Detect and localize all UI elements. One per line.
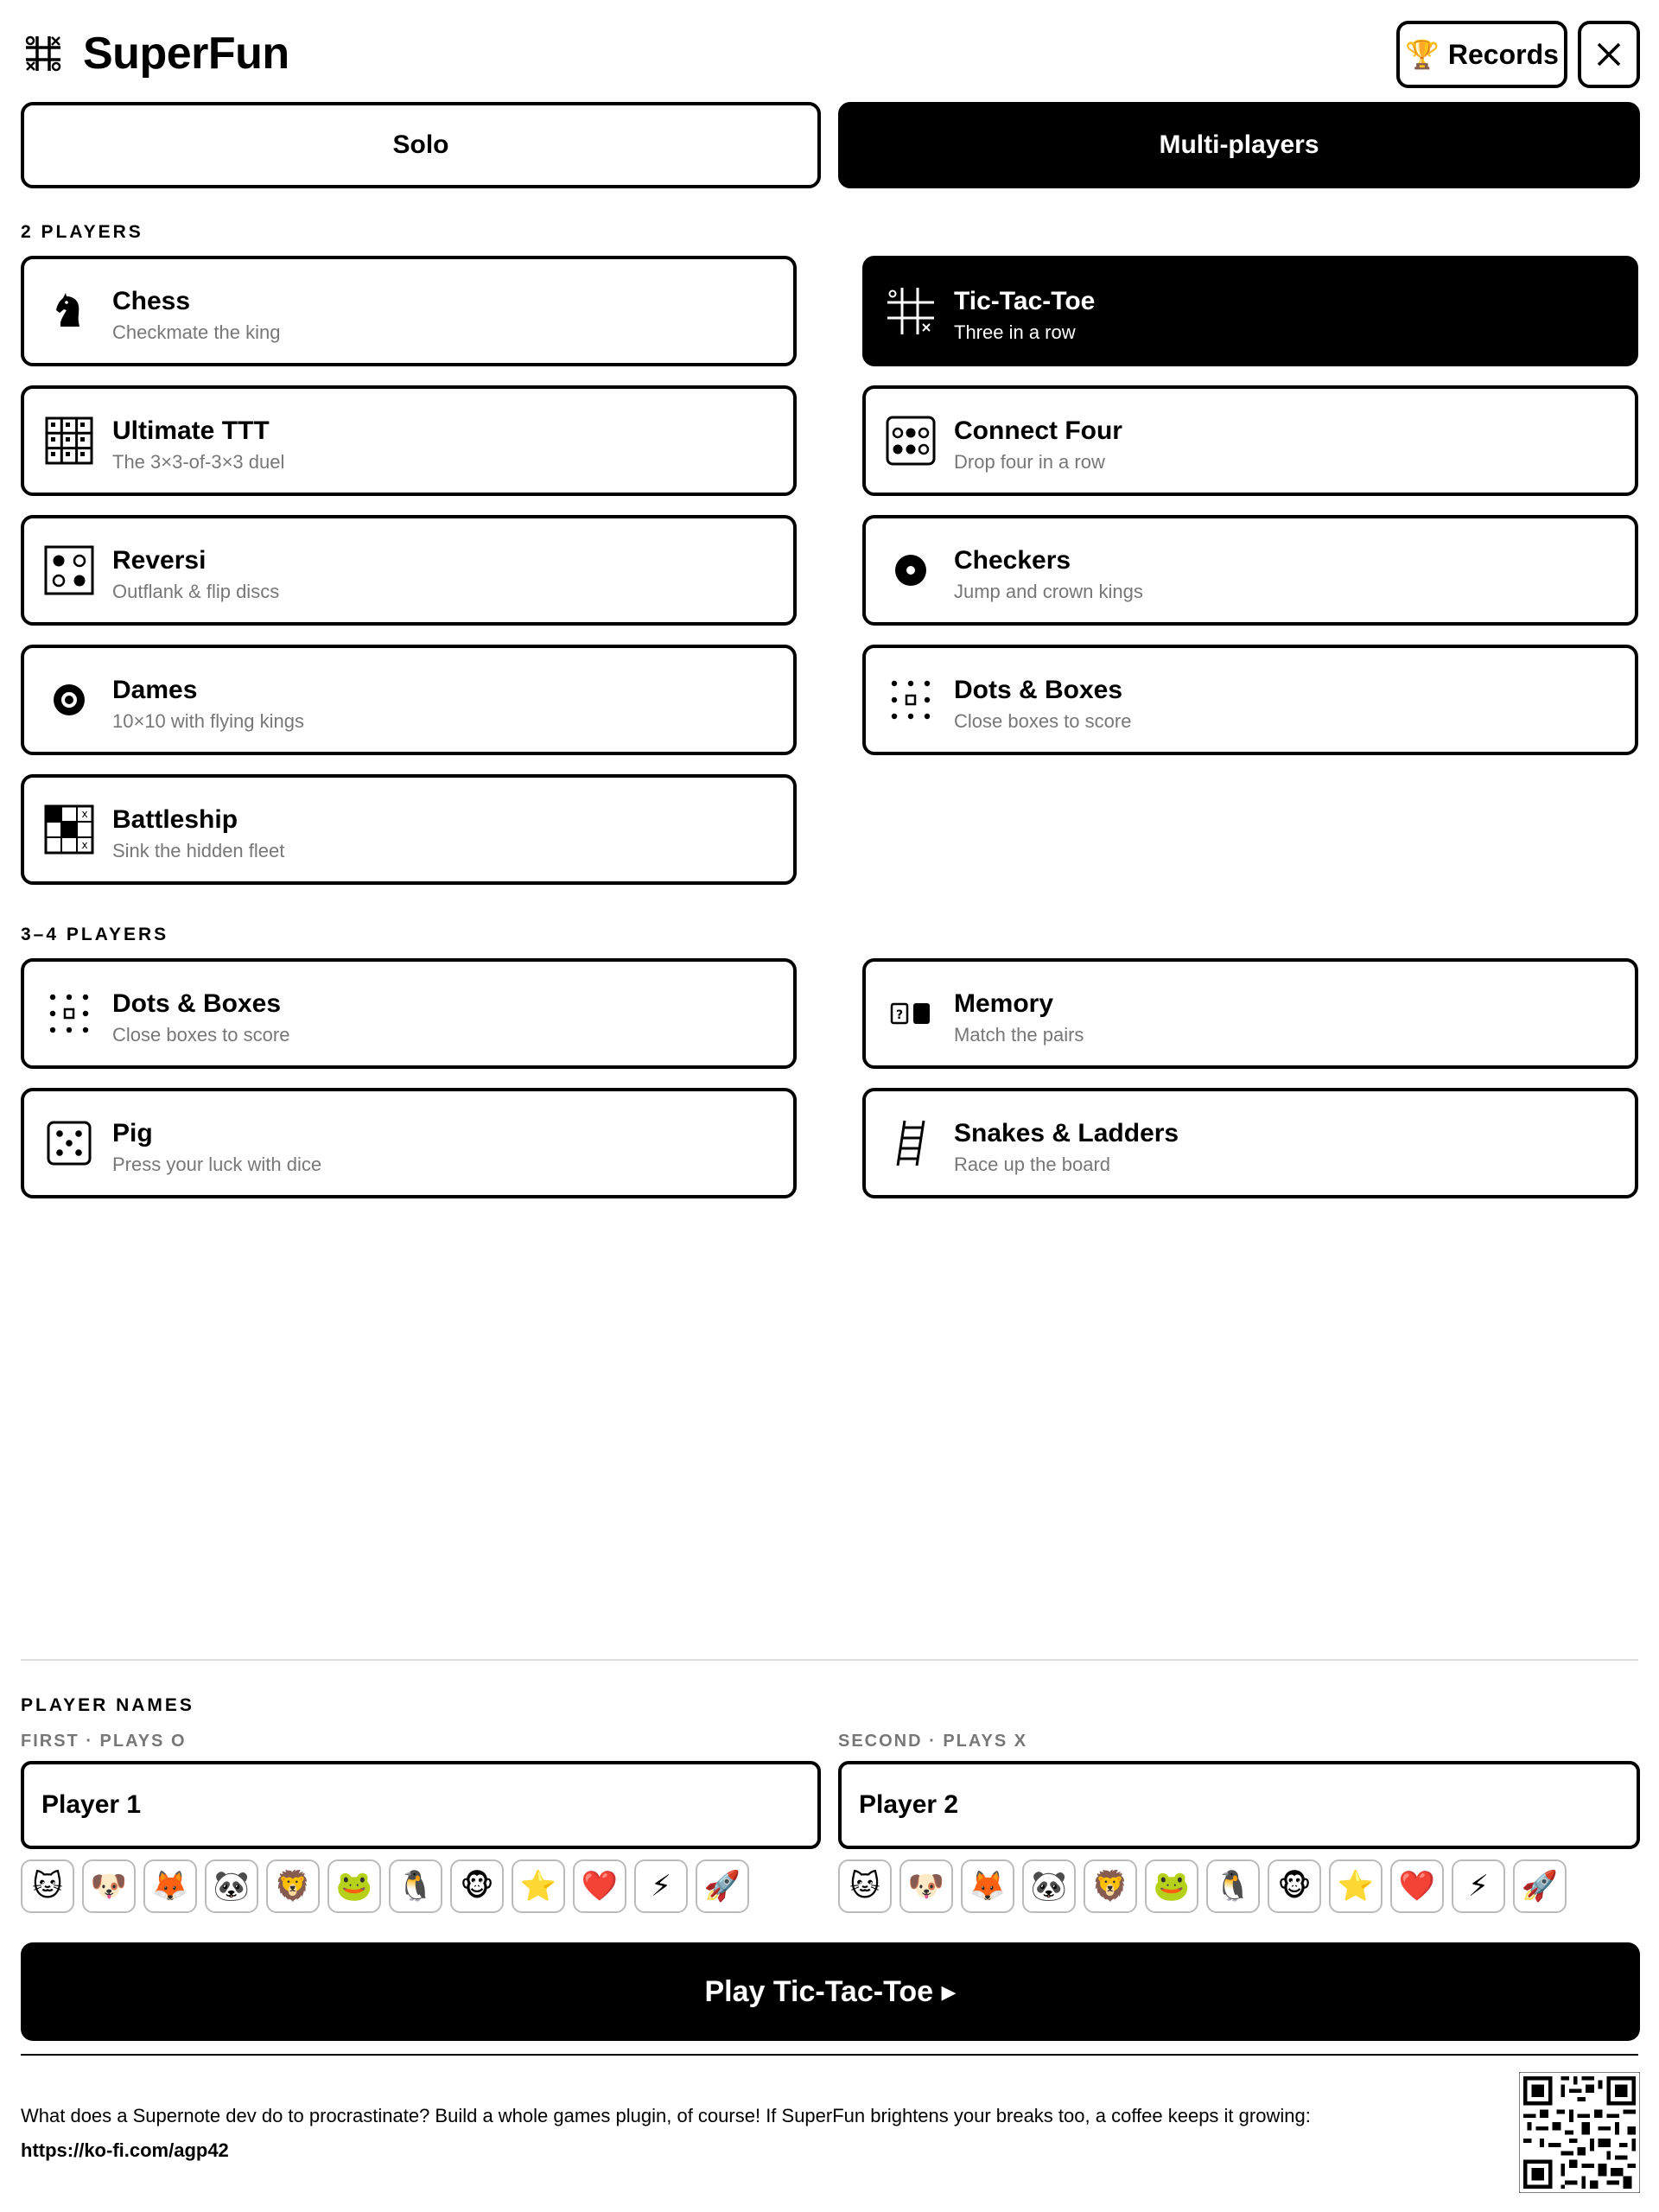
game-card-memory[interactable] [862,958,1638,1069]
avatar-panda[interactable]: 🐼 [205,1859,258,1913]
first-player-name-input[interactable] [21,1761,821,1849]
section-label-3-4-players: 3–4 PLAYERS [21,925,169,944]
avatar-dog[interactable]: 🐶 [82,1859,136,1913]
game-title: Dots & Boxes [112,989,282,1018]
dots-boxes-icon [885,674,937,726]
game-card-battleship[interactable] [21,774,797,885]
avatar-heart[interactable]: ❤️ [573,1859,626,1913]
game-subtitle: Drop four in a row [954,451,1105,473]
second-player-avatar-picker [838,1859,1567,1913]
avatar-frog[interactable]: 🐸 [1145,1859,1198,1913]
second-player-label: SECOND · PLAYS X [838,1732,1028,1751]
section-label-2-players: 2 PLAYERS [21,222,143,242]
game-card-dots-boxes-multi[interactable] [21,958,797,1069]
avatar-rocket[interactable]: 🚀 [696,1859,749,1913]
game-title: Reversi [112,546,207,575]
avatar-lion[interactable]: 🦁 [266,1859,320,1913]
section-divider [21,1659,1638,1661]
avatar-panda[interactable]: 🐼 [1022,1859,1076,1913]
avatar-penguin[interactable]: 🐧 [389,1859,442,1913]
game-title: Ultimate TTT [112,416,270,445]
second-player-name-input[interactable] [838,1761,1640,1849]
close-icon [1596,41,1622,67]
game-subtitle: Outflank & flip discs [112,581,280,602]
game-card-chess[interactable] [21,256,797,366]
checker-piece-icon [885,544,937,596]
avatar-lion[interactable]: 🦁 [1084,1859,1137,1913]
game-card-snakes-ladders[interactable] [862,1088,1638,1198]
avatar-rocket[interactable]: 🚀 [1513,1859,1567,1913]
app-title: SuperFun [83,29,289,79]
game-title: Chess [112,287,191,315]
game-subtitle: Three in a row [954,321,1076,343]
game-card-pig[interactable] [21,1088,797,1198]
game-card-tic-tac-toe[interactable] [862,256,1638,366]
close-button[interactable] [1578,21,1640,88]
svg-text:x: x [81,808,88,820]
reversi-icon [43,544,95,596]
avatar-monkey[interactable]: 🐵 [450,1859,504,1913]
game-card-ultimate-ttt[interactable] [21,385,797,496]
game-subtitle: 10×10 with flying kings [112,710,304,732]
avatar-monkey[interactable]: 🐵 [1268,1859,1321,1913]
game-title: Connect Four [954,416,1122,445]
first-player-label: FIRST · PLAYS O [21,1732,187,1751]
memory-cards-icon [885,988,937,1039]
player-names-label: PLAYER NAMES [21,1695,194,1715]
avatar-penguin[interactable]: 🐧 [1206,1859,1260,1913]
game-subtitle: Close boxes to score [954,710,1132,732]
game-card-dots-boxes[interactable] [862,645,1638,755]
records-button[interactable] [1396,21,1567,88]
dice-icon [43,1117,95,1169]
avatar-bolt[interactable]: ⚡ [1452,1859,1505,1913]
tab-multi-players[interactable]: Multi-players [838,102,1640,188]
avatar-star[interactable]: ⭐ [1329,1859,1382,1913]
ladder-icon [885,1117,937,1169]
game-card-reversi[interactable] [21,515,797,626]
footer-divider [21,2054,1638,2056]
game-card-connect-four[interactable] [862,385,1638,496]
trophy-icon: 🏆 [1405,39,1440,70]
avatar-dog[interactable]: 🐶 [899,1859,953,1913]
game-title: Tic-Tac-Toe [954,287,1096,315]
game-subtitle: Jump and crown kings [954,581,1143,602]
connect-four-icon [885,415,937,467]
game-title: Memory [954,989,1054,1018]
game-card-checkers[interactable] [862,515,1638,626]
game-subtitle: Match the pairs [954,1024,1084,1046]
avatar-fox[interactable]: 🦊 [143,1859,197,1913]
game-title: Dames [112,676,198,704]
footer-message: What does a Supernote dev do to procrastinate? Build a whole games plugin, of course! If SuperFun brightens your breaks too, a coffee keeps it growing: [21,2105,1311,2126]
dames-piece-icon [43,674,95,726]
play-button[interactable]: Play Tic-Tac-Toe ▸ [21,1942,1640,2041]
game-subtitle: Race up the board [954,1154,1111,1175]
game-subtitle: Close boxes to score [112,1024,290,1046]
qr-code-icon [1519,2072,1640,2193]
svg-text:?: ? [895,1008,904,1022]
avatar-cat[interactable]: 🐱 [838,1859,892,1913]
game-subtitle: Sink the hidden fleet [112,840,285,861]
tab-solo[interactable]: Solo [21,102,821,188]
game-title: Dots & Boxes [954,676,1123,704]
avatar-heart[interactable]: ❤️ [1390,1859,1444,1913]
avatar-star[interactable]: ⭐ [512,1859,565,1913]
tic-tac-toe-icon [885,285,937,337]
battleship-grid-icon [43,804,95,855]
game-title: Pig [112,1119,153,1147]
game-title: Battleship [112,805,238,834]
tic-tac-toe-logo-icon [24,35,62,73]
dots-boxes-icon [43,988,95,1039]
chess-knight-icon [43,285,95,337]
game-card-dames[interactable] [21,645,797,755]
kofi-link[interactable]: https://ko-fi.com/agp42 [21,2139,229,2161]
ultimate-grid-icon [43,415,95,467]
app-header [0,0,1659,104]
avatar-frog[interactable]: 🐸 [327,1859,381,1913]
records-label: Records [1447,38,1559,70]
game-title: Snakes & Ladders [954,1119,1179,1147]
svg-text:x: x [81,839,88,851]
avatar-bolt[interactable]: ⚡ [634,1859,688,1913]
game-subtitle: The 3×3-of-3×3 duel [112,451,285,473]
game-subtitle: Press your luck with dice [112,1154,322,1175]
game-title: Checkers [954,546,1071,575]
avatar-fox[interactable]: 🦊 [961,1859,1014,1913]
first-player-avatar-picker [21,1859,749,1913]
avatar-cat[interactable]: 🐱 [21,1859,74,1913]
game-subtitle: Checkmate the king [112,321,281,343]
